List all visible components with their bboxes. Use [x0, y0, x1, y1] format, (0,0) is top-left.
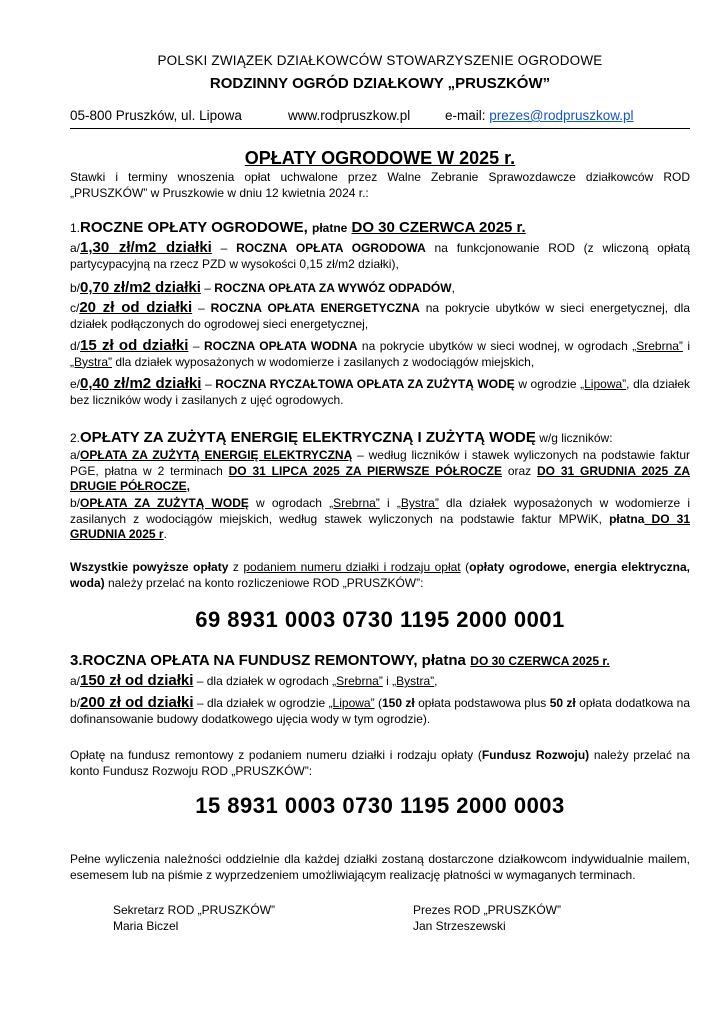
item-text: na pokrycie ubytków w sieci energetycznej, dla działek podłączonych do ogrodowej sieci energetycznej,	[70, 301, 691, 331]
section3-due: DO 30 CZERWCA 2025 r.	[470, 654, 610, 668]
email-line	[445, 108, 634, 123]
signature-name: Maria Biczel	[113, 919, 179, 933]
section1-heading	[70, 219, 690, 236]
base-fee: 150 zł	[381, 696, 415, 710]
transfer-lead: Wszystkie powyższe opłaty	[70, 560, 229, 574]
item-dash: –	[201, 377, 216, 391]
section3-title: 3.ROCZNA OPŁATA NA FUNDUSZ REMONTOWY, płatna	[70, 652, 466, 669]
transfer-bold: Fundusz Rozwoju)	[481, 748, 590, 762]
transfer-instructions-1	[70, 560, 690, 591]
section1-item-a	[70, 240, 690, 272]
section1-item-c	[70, 300, 690, 332]
email-link[interactable]: prezes@rodpruszkow.pl	[489, 108, 634, 123]
section2-number: 2.	[70, 431, 81, 445]
org-name: POLSKI ZWIĄZEK DZIAŁKOWCÓW STOWARZYSZENIE OGRODOWE	[157, 53, 603, 68]
item-prefix: e/	[70, 377, 81, 391]
garden-name: RODZINNY OGRÓD DZIAŁKOWY „PRUSZKÓW”	[209, 75, 551, 92]
item-text-end: , dla działek bez liczników wody i zasilanych z ujęć ogrodowych.	[70, 377, 690, 407]
section2-item-b	[70, 496, 690, 543]
item-prefix: a/	[70, 674, 81, 688]
item-amount: 0,70 zł/m2 działki	[80, 279, 201, 296]
item-conj: i	[382, 674, 393, 688]
item-prefix: d/	[70, 339, 81, 353]
item-text-mid: dla działek wyposażonych w wodomierze i zasilanych z wodociągów miejskich, według stawek wyliczonych na podstawie faktur MPWiK,	[70, 496, 690, 526]
item-dash: –	[192, 301, 211, 315]
item-name: ROCZNA OPŁATA ZA WYWÓZ ODPADÓW	[214, 281, 452, 295]
item-text: w ogrodzie	[514, 377, 581, 391]
item-amount: 20 zł od działki	[79, 299, 193, 316]
transfer-text: (	[460, 560, 470, 574]
item-prefix: a/	[70, 241, 81, 255]
garden-name-lipowa: „Lipowa”	[580, 377, 627, 391]
garden-name-bystra: „Bystra”	[396, 496, 439, 510]
item-name: ROCZNA OPŁATA OGRODOWA	[236, 241, 426, 255]
item-prefix: b/	[70, 281, 81, 295]
section1-item-e	[70, 376, 690, 408]
signature-role: Prezes ROD „PRUSZKÓW”	[413, 903, 562, 917]
item-dash: –	[188, 339, 204, 353]
transfer-underlined: podaniem numeru działki i rodzaju opłat	[243, 560, 461, 574]
item-name: OPŁATA ZA ZUŻYTĄ ENERGIĘ ELEKTRYCZNĄ	[80, 448, 353, 462]
item-prefix: b/	[70, 496, 81, 510]
contact-line	[70, 108, 690, 129]
item-text-end: dla działek wyposażonych w wodomierze i zasilanych z wodociągów miejskich,	[112, 354, 535, 369]
transfer-instructions-2	[70, 748, 690, 779]
item-text: na pokrycie ubytków w sieci wodnej, w ogrodach	[357, 339, 633, 353]
item-prefix: c/	[70, 301, 80, 315]
item-dash: –	[211, 241, 237, 255]
section2-title: OPŁATY ZA ZUŻYTĄ ENERGIĘ ELEKTRYCZNĄ I ZUŻYTĄ WODĘ	[80, 429, 536, 446]
item-name: ROCZNA OPŁATA ENERGETYCZNA	[210, 301, 420, 315]
item-text: w ogrodach	[248, 496, 330, 510]
transfer-bold: opłaty ogrodowe, energia elektryczna, woda)	[70, 560, 691, 590]
item-conj: i	[379, 496, 397, 510]
garden-name-srebrna: „Srebrna”	[332, 674, 383, 688]
garden-name-bystra: „Bystra”	[392, 674, 435, 688]
item-amount: 1,30 zł/m2 działki	[80, 239, 212, 256]
section2-heading	[70, 429, 690, 446]
intro-text: Stawki i terminy wnoszenia opłat uchwalone przez Walne Zebranie Sprawozdawcze działkowców ROD „PRUSZKÓW” w Pruszkowie w dniu 12 kwietnia 2024 r.:	[70, 170, 690, 200]
section1-number: 1.	[70, 221, 81, 235]
item-amount: 0,40 zł/m2 działki	[80, 375, 202, 392]
item-amount: 15 zł od działki	[80, 337, 189, 354]
bank-account-2: 15 8931 0003 0730 1195 2000 0003	[195, 793, 565, 818]
garden-name-srebrna: „Srebrna”	[329, 496, 380, 510]
item-text: – według liczników i stawek wyliczonych na podstawie faktur PGE, płatna w 2 terminach	[70, 448, 690, 478]
extra-fee: 50 zł	[549, 696, 576, 710]
signature-secretary	[113, 902, 275, 934]
address: 05-800 Pruszków, ul. Lipowa	[70, 108, 242, 123]
item-dash: –	[200, 281, 215, 295]
section1-item-d	[70, 338, 690, 370]
transfer-text: Opłatę na fundusz remontowy z podaniem numeru działki i rodzaju opłaty (	[70, 748, 482, 762]
item-text: – dla działek w ogrodach	[193, 674, 333, 688]
item-prefix: a/	[70, 448, 81, 462]
item-text: na funkcjonowanie ROD (z wliczoną opłatą partycypacyjną na rzecz PZD w wysokości 0,15 zł/m2 działki),	[70, 241, 690, 271]
section2-suffix: w/g liczników:	[535, 431, 613, 445]
item-name: ROCZNA OPŁATA WODNA	[203, 339, 358, 353]
item-amount: 150 zł od działki	[80, 672, 194, 689]
item-name: OPŁATA ZA ZUŻYTĄ WODĘ	[80, 496, 249, 510]
transfer-text: z	[228, 560, 244, 574]
section1-item-b	[70, 280, 690, 297]
item-end: ,	[434, 674, 438, 688]
item-prefix: b/	[70, 696, 81, 710]
section1-title: ROCZNE OPŁATY OGRODOWE,	[80, 219, 308, 236]
item-text: opłata podstawowa plus	[414, 696, 550, 710]
due-label: płatna	[609, 511, 645, 526]
closing-note: Pełne wyliczenia należności oddzielnie dla każdej działki zostaną dostarczone działkowcom indywidualnie mailem, esemesem lub na piśmie z wyprzedzeniem umożliwiającym realizację płatności w wymaganych terminach.	[70, 852, 690, 882]
garden-name-srebrna: „Srebrna”	[632, 339, 683, 353]
transfer-text: należy przelać na konto Fundusz Rozwoju ROD „PRUSZKÓW”:	[70, 748, 690, 778]
item-text: opłata dodatkowa na dofinansowanie budowy dodatkowego ujęcia wody w tym ogrodzie).	[70, 696, 690, 726]
page-title: OPŁATY OGRODOWE W 2025 r.	[244, 148, 516, 168]
section3-item-b	[70, 695, 690, 727]
email-label: e-mail:	[445, 108, 486, 123]
due-date-first-half: DO 31 LIPCA 2025 ZA PIERWSZE PÓŁROCZE	[228, 463, 502, 478]
item-conj: i	[682, 339, 691, 353]
website: www.rodpruszkow.pl	[288, 108, 411, 123]
garden-name-lipowa: „Lipowa”	[328, 696, 375, 710]
section3-heading	[70, 652, 690, 670]
item-text: ,	[451, 281, 455, 295]
transfer-text: należy przelać na konto rozliczeniowe ROD „PRUSZKÓW”:	[104, 575, 424, 590]
item-text: (	[374, 696, 382, 710]
section1-due: DO 30 CZERWCA 2025 r.	[351, 219, 526, 236]
item-conj: oraz	[501, 463, 538, 478]
item-text: – dla działek w ogrodzie	[193, 696, 329, 710]
garden-name-bystra: „Bystra”	[70, 354, 112, 369]
item-name: ROCZNA RYCZAŁTOWA OPŁATA ZA ZUŻYTĄ WODĘ	[215, 377, 515, 391]
section3-item-a	[70, 673, 690, 690]
signature-role: Sekretarz ROD „PRUSZKÓW”	[113, 903, 276, 917]
section2-item-a	[70, 448, 690, 495]
due-date-second-half: DO 31 GRUDNIA 2025 ZA DRUGIE PÓŁROCZE,	[70, 463, 690, 493]
bank-account-1: 69 8931 0003 0730 1195 2000 0001	[195, 607, 565, 632]
item-end: .	[163, 527, 167, 541]
signature-president	[413, 902, 561, 934]
signature-name: Jan Strzeszewski	[413, 919, 506, 933]
item-amount: 200 zł od działki	[80, 694, 194, 711]
section1-due-label: płatne	[311, 221, 348, 235]
due-date: DO 31 GRUDNIA 2025 r	[70, 511, 690, 541]
